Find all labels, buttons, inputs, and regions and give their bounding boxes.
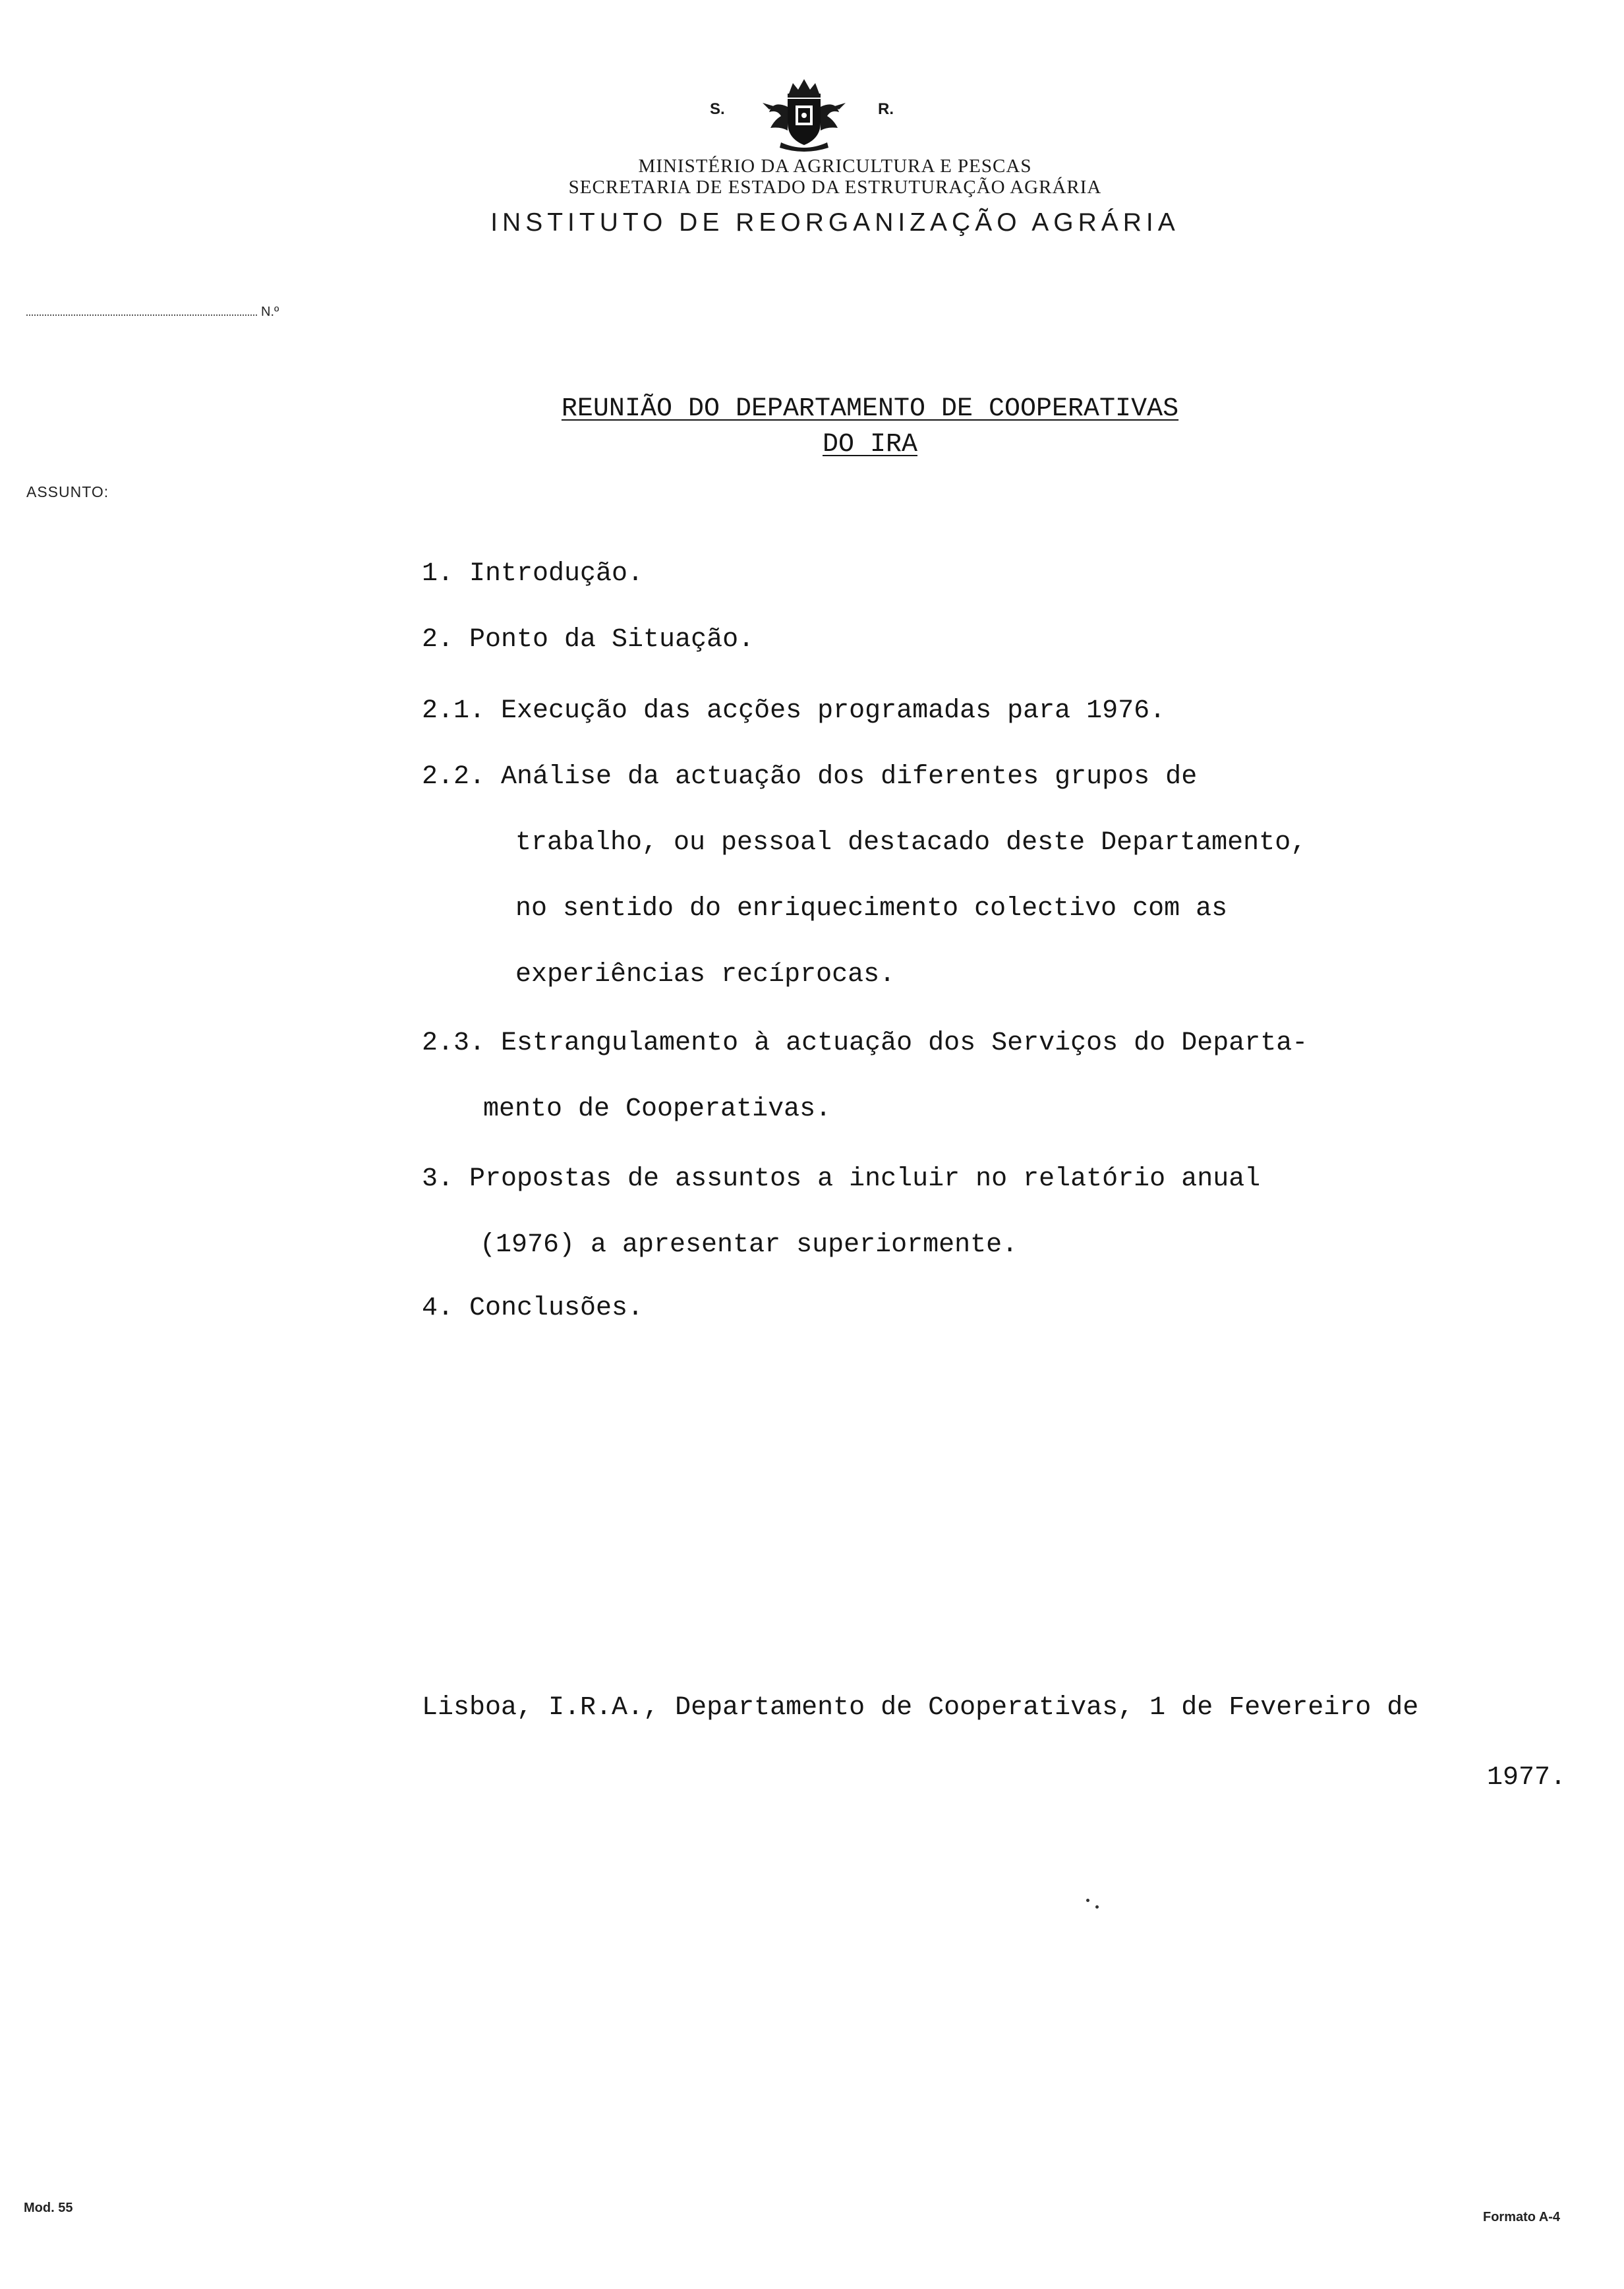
agenda-item-3-line-1: 3. Propostas de assuntos a incluir no relatório anual bbox=[422, 1164, 1261, 1194]
closing-year: 1977. bbox=[1487, 1763, 1567, 1793]
subject-label: ASSUNTO: bbox=[26, 483, 109, 500]
document-title-line-2: DO IRA bbox=[822, 430, 918, 460]
agenda-item-3-line-2: (1976) a apresentar superiormente. bbox=[480, 1230, 1018, 1260]
agenda-item-2-1: 2.1. Execução das acções programadas para 1976. bbox=[422, 696, 1166, 726]
paper-format: Formato A-4 bbox=[1483, 2210, 1561, 2224]
closing-place-date: Lisboa, I.R.A., Departamento de Cooperativas, 1 de Fevereiro de bbox=[422, 1693, 1419, 1723]
number-blank-line bbox=[26, 314, 257, 316]
agenda-item-2-2-line-3: no sentido do enriquecimento colectivo com as bbox=[515, 894, 1228, 924]
agenda-item-2-3-line-2: mento de Cooperativas. bbox=[483, 1094, 832, 1124]
letterhead-left-initial: S. bbox=[710, 100, 725, 118]
number-label: N.º bbox=[261, 305, 279, 319]
coat-of-arms-icon bbox=[755, 74, 854, 153]
agenda-item-1: 1. Introdução. bbox=[422, 559, 644, 589]
agenda-item-2-3-line-1: 2.3. Estrangulamento à actuação dos Serviços do Departa- bbox=[422, 1028, 1308, 1058]
secretariat-name: SECRETARIA DE ESTADO DA ESTRUTURAÇÃO AGRÁRIA bbox=[568, 177, 1102, 198]
agenda-item-2: 2. Ponto da Situação. bbox=[422, 625, 755, 655]
scan-speck bbox=[1086, 1899, 1089, 1902]
ministry-name: MINISTÉRIO DA AGRICULTURA E PESCAS bbox=[638, 156, 1032, 177]
letterhead-right-initial: R. bbox=[878, 100, 894, 118]
agenda-item-2-2-line-1: 2.2. Análise da actuação dos diferentes grupos de bbox=[422, 762, 1198, 792]
agenda-item-2-2-line-2: trabalho, ou pessoal destacado deste Departamento, bbox=[515, 828, 1307, 858]
scan-speck bbox=[1095, 1905, 1099, 1909]
document-title-line-1: REUNIÃO DO DEPARTAMENTO DE COOPERATIVAS bbox=[561, 394, 1179, 424]
document-number-field bbox=[26, 305, 279, 320]
form-model-number: Mod. 55 bbox=[24, 2201, 73, 2215]
agenda-item-4: 4. Conclusões. bbox=[422, 1293, 644, 1323]
agenda-item-2-2-line-4: experiências recíprocas. bbox=[515, 960, 896, 990]
institute-name: INSTITUTO DE REORGANIZAÇÃO AGRÁRIA bbox=[490, 208, 1180, 237]
